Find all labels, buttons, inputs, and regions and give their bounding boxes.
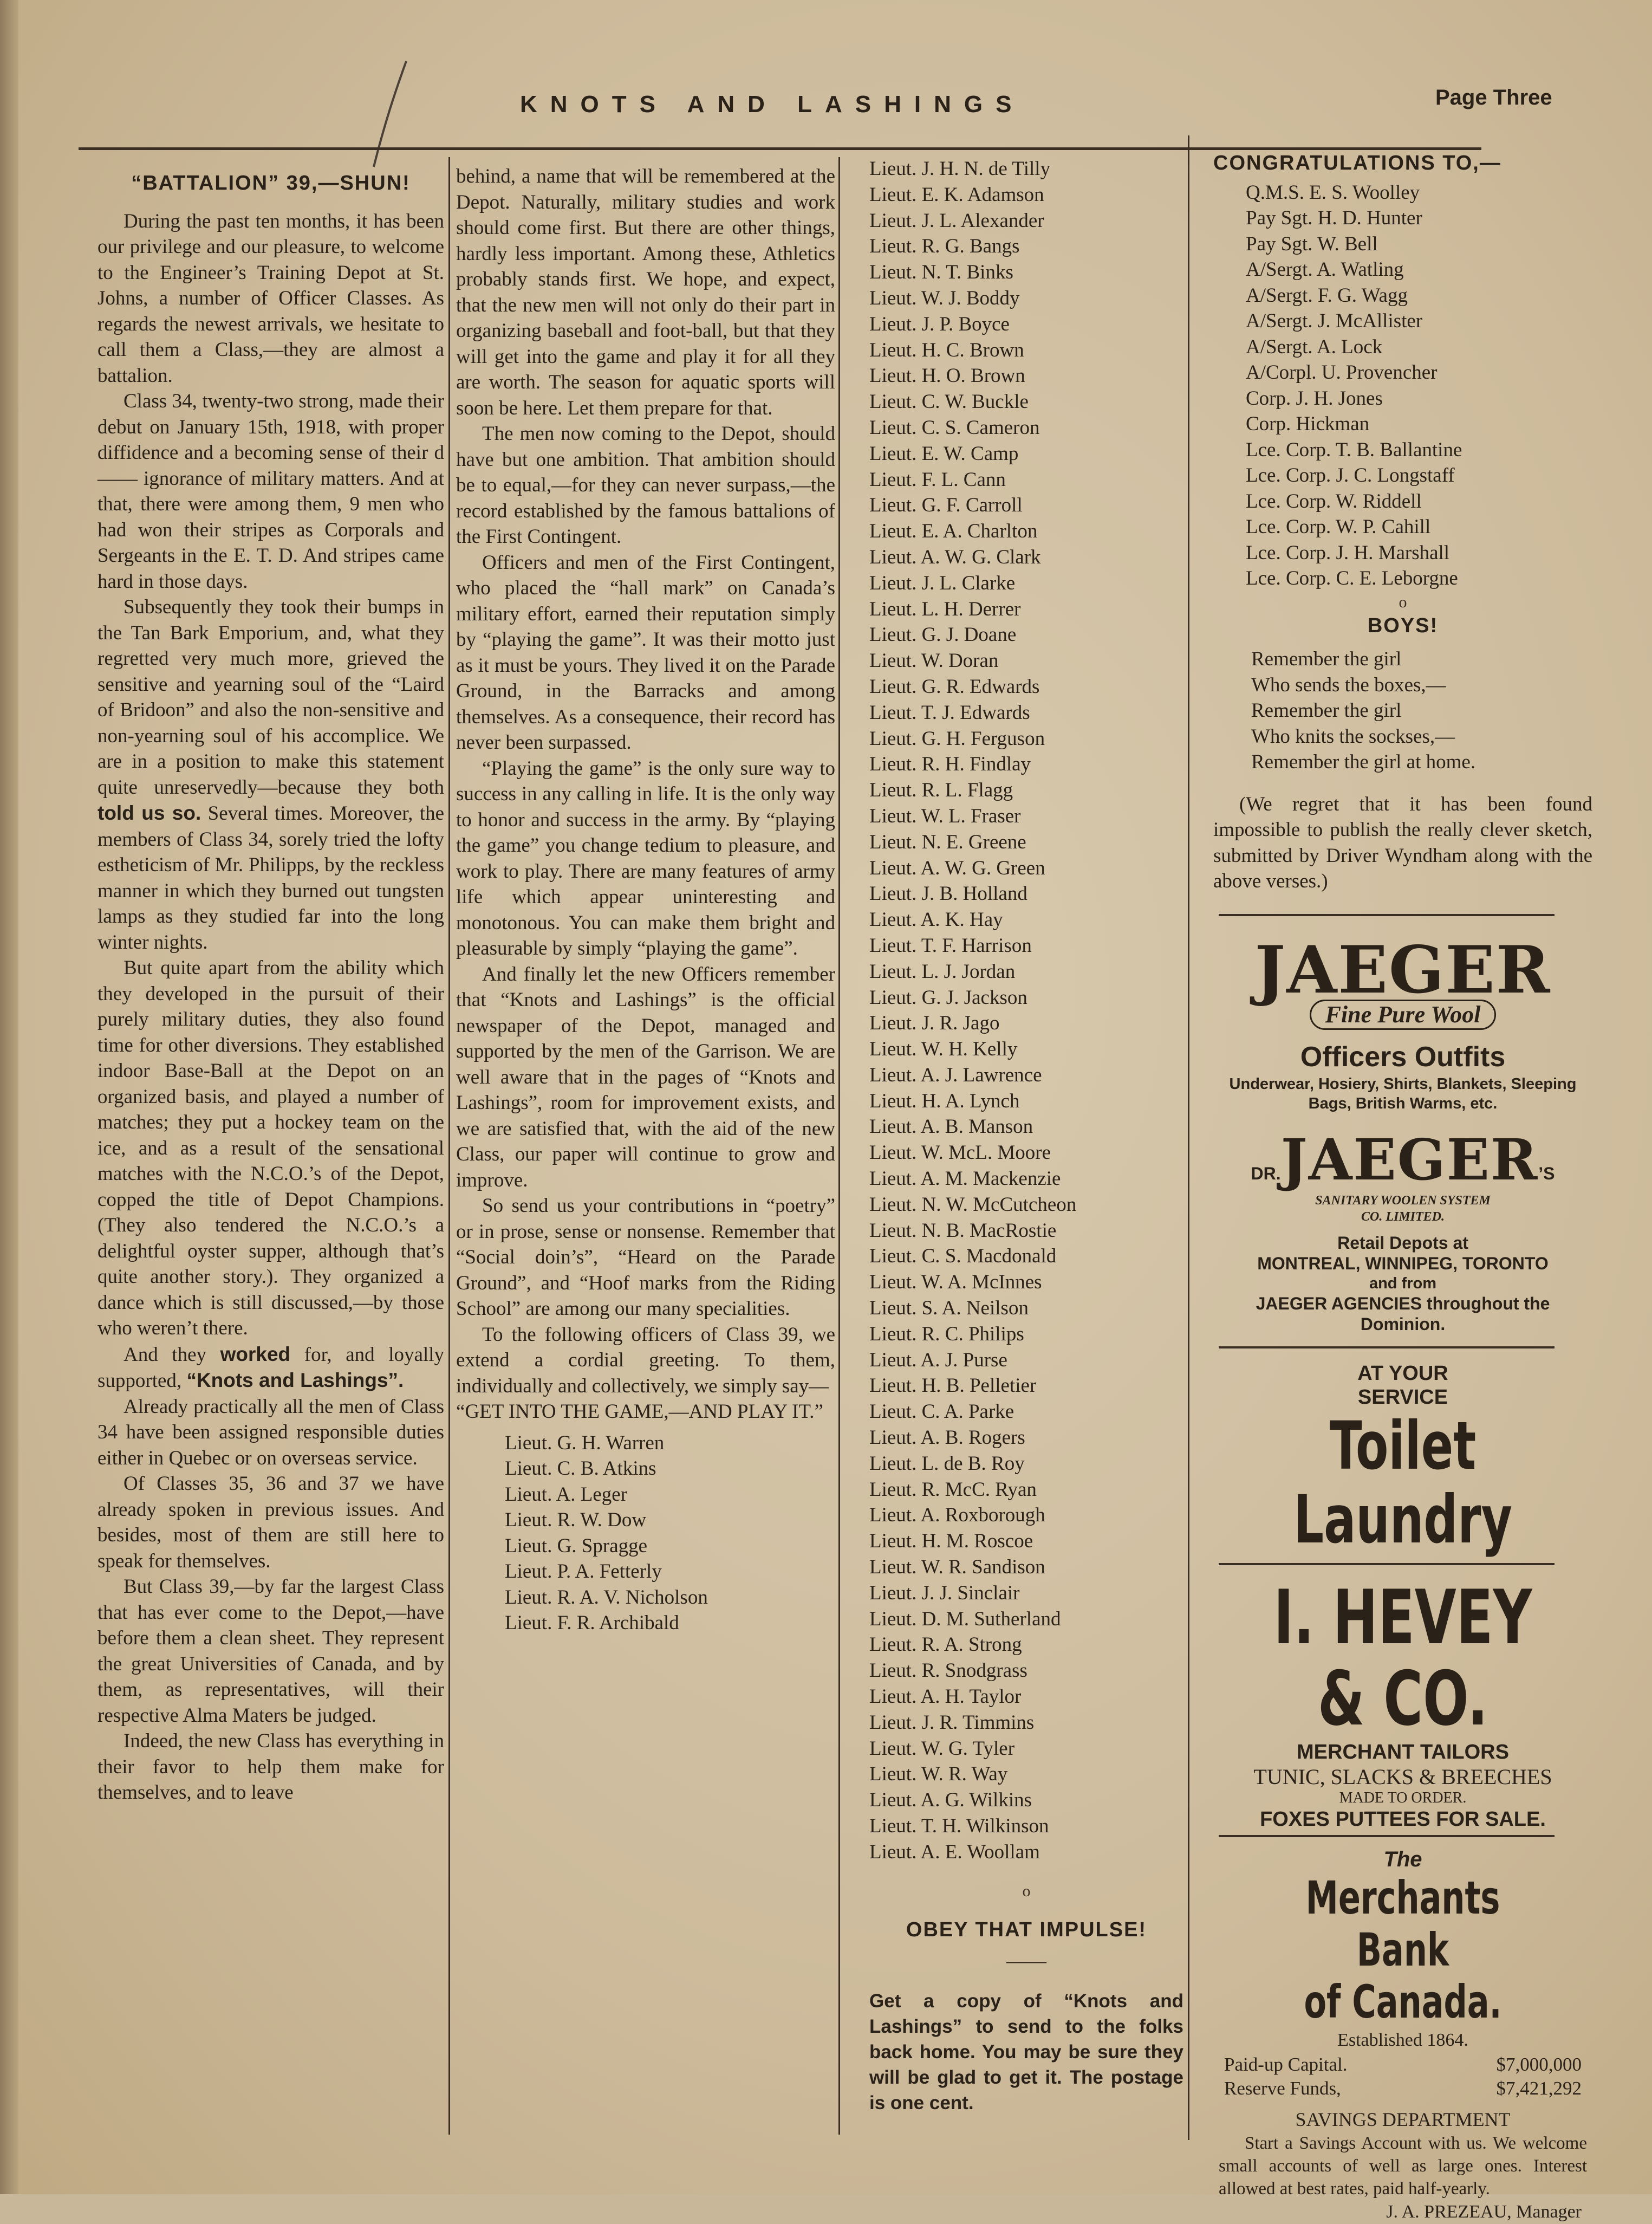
- article-paragraph: Already practically all the men of Class 34 have been assigned responsible duties either in Quebec or on overseas service.: [97, 1395, 444, 1469]
- poem-line: Remember the girl: [1251, 699, 1402, 722]
- article-paragraph: So send us your contributions in “poetry” or in prose, sense or nonsense. Remember that “Social doin’s”, “Heard on the Parade Ground”, and “Hoof marks from the Riding School” are among our many specialities.: [456, 1195, 835, 1320]
- bank-name: of Canada.: [1304, 1975, 1502, 2028]
- list-item: Lieut. R. W. Dow: [505, 1509, 647, 1531]
- header-rule: [79, 147, 1481, 150]
- list-item: Lieut. L. H. Derrer: [869, 598, 1021, 620]
- masthead-title: KNOTS AND LASHINGS: [520, 91, 1025, 118]
- jaeger-and-from: and from: [1369, 1274, 1437, 1292]
- list-item: Lieut. C. S. Macdonald: [869, 1245, 1057, 1268]
- list-item: Lieut. R. G. Bangs: [869, 235, 1020, 258]
- list-item: Pay Sgt. H. D. Hunter: [1246, 207, 1422, 229]
- list-item: Lieut. A. M. Mackenzie: [869, 1168, 1061, 1190]
- impulse-text: Get a copy of “Knots and Lashings” to send to the folks back home. You may be sure they will be glad to get it. The postage is one cent.: [869, 1990, 1183, 2113]
- dr-jaeger-logo: DR.JAEGER’S: [1251, 1126, 1555, 1193]
- bank-reserve-row: Reserve Funds, $7,421,292: [1224, 2077, 1582, 2099]
- bank-the: The: [1383, 1847, 1422, 1871]
- hevey-line: MADE TO ORDER.: [1339, 1789, 1467, 1806]
- jaeger-depots: Retail Depots at: [1337, 1233, 1468, 1253]
- list-item: Lieut. C. A. Parke: [869, 1400, 1014, 1423]
- list-item: Lce. Corp. W. Riddell: [1246, 490, 1422, 513]
- article-paragraph: Class 34, twenty-two strong, made their debut on January 15th, 1918, with proper diffidence and a becoming sense of their d—— ignorance of military matters. And at that, there were among them, 9 men who had won their stripes as Corporals and Sergeants in the E. T. D. And stripes came hard in those days.: [97, 390, 444, 593]
- article-paragraph: To the following officers of Class 39, we extend a cordial greeting. To them, individually and collectively, we simply say—: [456, 1323, 835, 1397]
- list-item: Lieut. P. A. Fetterly: [505, 1560, 662, 1583]
- list-item: Lieut. R. McC. Ryan: [869, 1478, 1037, 1501]
- list-item: Lieut. A. B. Rogers: [869, 1427, 1025, 1449]
- list-item: Lieut. J. J. Sinclair: [869, 1581, 1020, 1604]
- list-item: Lieut. R. L. Flagg: [869, 779, 1013, 802]
- boys-title: BOYS!: [1367, 614, 1439, 637]
- laundry-line: AT YOUR: [1357, 1361, 1448, 1385]
- column-rule-2: [838, 157, 840, 2135]
- list-item: Lieut. W. Doran: [869, 650, 999, 672]
- list-item: Lieut. A. W. G. Green: [869, 857, 1045, 879]
- list-item: Lieut. E. K. Adamson: [869, 183, 1044, 206]
- pencil-mark: [347, 59, 412, 183]
- list-item: Lieut. N. T. Binks: [869, 261, 1013, 284]
- list-item: Lieut. R. Snodgrass: [869, 1659, 1027, 1682]
- list-item: Lieut. A. B. Manson: [869, 1116, 1033, 1138]
- boys-note: (We regret that it has been found impossible to publish the really clever sketch, submitted by Driver Wyndham along with the above verses.): [1213, 793, 1592, 892]
- list-item: Lieut. H. B. Pelletier: [869, 1374, 1037, 1397]
- list-item: Lieut. G. Spragge: [505, 1534, 648, 1557]
- article-paragraph: During the past ten months, it has been our privilege and our pleasure, to welcome to the Engineer’s Training Depot at St. Johns, a number of Officer Classes. As regards the newest arrivals, we hesitate to call them a Class,—they are almost a battalion.: [97, 210, 444, 387]
- jaeger-heading: Officers Outfits: [1300, 1041, 1506, 1073]
- article-column-2: [456, 164, 835, 1636]
- list-item: Lieut. A. J. Lawrence: [869, 1064, 1042, 1086]
- impulse-title: OBEY THAT IMPULSE!: [906, 1918, 1147, 1941]
- bank-capital-row: Paid-up Capital. $7,000,000: [1224, 2053, 1582, 2075]
- list-item: Corp. Hickman: [1246, 413, 1370, 435]
- list-item: Lieut. G. J. Jackson: [869, 986, 1027, 1009]
- list-item: Corp. J. H. Jones: [1246, 387, 1383, 410]
- article-paragraph: “Playing the game” is the only sure way to success in any calling in life. It is the only way to honor and success in the army. By “playing the game” you change tedium to pleasure, and work to play. There are many features of army life which appear uninteresting and monotonous. You can make them bright and pleasurable by simply “playing the game”.: [456, 757, 835, 959]
- list-item: Lieut. G. J. Doane: [869, 624, 1017, 646]
- article-paragraph: But Class 39,—by far the largest Class that has ever come to the Depot,—have before them a clean sheet. They represent the great Universities of Canada, and by them, as representatives, will their respective Alma Maters be judged.: [97, 1575, 444, 1727]
- list-item: Lieut. R. C. Philips: [869, 1322, 1024, 1345]
- list-item: Lieut. A. Leger: [505, 1483, 628, 1506]
- short-rule: ——: [1006, 1950, 1046, 1973]
- hevey-line: FOXES PUTTEES FOR SALE.: [1260, 1807, 1546, 1831]
- poem-line: Who knits the sockses,—: [1251, 725, 1455, 748]
- list-item: Lieut. H. A. Lynch: [869, 1090, 1020, 1112]
- list-item: Lieut. T. J. Edwards: [869, 701, 1030, 724]
- list-item: Lieut. H. M. Roscoe: [869, 1530, 1033, 1553]
- list-item: Lieut. A. E. Woollam: [869, 1840, 1040, 1863]
- list-item: Lieut. J. L. Alexander: [869, 209, 1044, 232]
- congrats-list: [1213, 180, 1592, 592]
- page-number: Page Three: [1435, 86, 1552, 109]
- boys-poem: [1213, 646, 1592, 775]
- bank-established: Established 1864.: [1337, 2030, 1468, 2050]
- list-item: Lce. Corp. J. C. Longstaff: [1246, 464, 1455, 487]
- list-item: Lieut. J. B. Holland: [869, 883, 1027, 905]
- jaeger-agencies: JAEGER AGENCIES throughout the Dominion.: [1256, 1293, 1550, 1334]
- ad-rule: [1219, 1346, 1555, 1348]
- list-item: A/Corpl. U. Provencher: [1246, 361, 1438, 384]
- article-column-1: [97, 171, 444, 1806]
- jaeger-cities: MONTREAL, WINNIPEG, TORONTO: [1257, 1253, 1549, 1273]
- officer-list: [456, 1430, 835, 1636]
- officer-list-column: [869, 156, 1183, 2116]
- article-paragraph: The men now coming to the Depot, should have but one ambition. That ambition should be to equal,—for they can never surpass,—the record established by the famous battalions of the First Contingent.: [456, 423, 835, 548]
- article-paragraph: Subsequently they took their bumps in the Tan Bark Emporium, and, what they regretted very much more, grieved the sensitive and yearning soul of the “Laird of Bridoon” and also the non-sensitive and non-yearning soul of his accomplice. We are in a position to make this statement quite unreservedly—because they both told us so. Several times. Moreover, the members of Class 34, sorely tried the lofty estheticism of Mr. Philipps, by the reckless manner in which they burned out tungsten lamps as they studied far into the long winter nights.: [97, 596, 445, 954]
- list-item: Lieut. N. W. McCutcheon: [869, 1193, 1077, 1216]
- list-item: Lieut. J. R. Timmins: [869, 1711, 1035, 1734]
- ad-rule: [1219, 1563, 1555, 1565]
- officer-list: [869, 156, 1183, 1865]
- jaeger-system: SANITARY WOOLEN SYSTEM: [1315, 1193, 1491, 1208]
- laundry-ad: [1213, 1361, 1592, 1557]
- list-item: Lieut. G. R. Edwards: [869, 675, 1040, 698]
- list-item: Lieut. C. B. Atkins: [505, 1457, 656, 1480]
- slogan: “GET INTO THE GAME,—AND PLAY IT.”: [456, 1400, 823, 1423]
- list-item: A/Sergt. J. McAllister: [1246, 310, 1423, 332]
- column-rule-1: [448, 157, 450, 2135]
- ad-rule: [1219, 1835, 1555, 1837]
- list-item: Lieut. W. R. Sandison: [869, 1556, 1045, 1579]
- list-item: Lce. Corp. C. E. Leborgne: [1246, 567, 1458, 589]
- list-item: Lieut. C. W. Buckle: [869, 391, 1029, 413]
- list-item: Lieut. J. L. Clarke: [869, 572, 1016, 594]
- bank-manager: J. A. PREZEAU, Manager: [1386, 2201, 1582, 2222]
- list-item: Lieut. J. P. Boyce: [869, 313, 1010, 335]
- list-item: A/Sergt. F. G. Wagg: [1246, 284, 1408, 307]
- poem-line: Remember the girl: [1251, 648, 1402, 670]
- list-item: Lieut. A. W. G. Clark: [869, 546, 1041, 568]
- list-item: Lieut. G. H. Ferguson: [869, 727, 1045, 750]
- poem-line: Remember the girl at home.: [1251, 751, 1476, 773]
- list-item: Lieut. G. H. Warren: [505, 1431, 665, 1454]
- bank-text: Start a Savings Account with us. We welcome small accounts of well as large ones. Interest allowed at best rates, paid half-yearly.: [1219, 2133, 1587, 2199]
- list-item: Lieut. E. W. Camp: [869, 442, 1019, 465]
- column-rule-3: [1188, 135, 1189, 2140]
- bank-name: Merchants Bank: [1305, 1871, 1500, 1976]
- list-item: Lieut. E. A. Charlton: [869, 520, 1038, 543]
- bank-dept: SAVINGS DEPARTMENT: [1295, 2108, 1511, 2130]
- laundry-name: Toilet Laundry: [1293, 1407, 1512, 1558]
- bank-figures: [1213, 2053, 1592, 2100]
- bank-ad: [1213, 1847, 1592, 2053]
- list-item: Lieut. N. B. MacRostie: [869, 1219, 1057, 1242]
- article-paragraph: And finally let the new Officers remember that “Knots and Lashings” is the official newspaper of the Depot, managed and supported by the men of the Garrison. We are well aware that in the pages of “Knots and Lashings”, room for improvement exists, and we are satisfied that, with the aid of the new Class, our paper will continue to grow and improve.: [456, 963, 835, 1191]
- separator: o: [1022, 1882, 1031, 1900]
- article-paragraph: Indeed, the new Class has everything in their favor to help them make for themselves, and to leave: [97, 1730, 444, 1804]
- article-paragraph: behind, a name that will be remembered at the Depot. Naturally, military studies and work should come first. But there are other things, hardly less important. Among these, Athletics probably stands first. We hope, and expect, that the new men will not only do their part in organizing baseball and foot-ball, but that they will get into the game and play it for all they are worth. The season for aquatic sports will soon be here. Let them prepare for that.: [456, 165, 835, 419]
- list-item: Lieut. H. C. Brown: [869, 339, 1024, 361]
- list-item: Lieut. D. M. Sutherland: [869, 1607, 1061, 1630]
- hevey-line: TUNIC, SLACKS & BREECHES: [1253, 1764, 1552, 1789]
- page-spine-shadow: [0, 0, 18, 2194]
- list-item: Lieut. S. A. Neilson: [869, 1297, 1029, 1320]
- ad-rule: [1219, 914, 1555, 916]
- jaeger-co: CO. LIMITED.: [1361, 1209, 1445, 1224]
- list-item: Lieut. W. R. Way: [869, 1763, 1008, 1786]
- list-item: Lieut. A. Roxborough: [869, 1504, 1045, 1527]
- list-item: Lieut. R. H. Findlay: [869, 753, 1031, 776]
- congrats-title: CONGRATULATIONS TO,—: [1213, 152, 1501, 174]
- list-item: Lieut. A. G. Wilkins: [869, 1789, 1032, 1812]
- list-item: Q.M.S. E. S. Woolley: [1246, 181, 1420, 204]
- hevey-line: MERCHANT TAILORS: [1297, 1740, 1509, 1763]
- hevey-ad: [1213, 1573, 1592, 1832]
- list-item: Lieut. T. F. Harrison: [869, 934, 1032, 957]
- jaeger-items: Underwear, Hosiery, Shirts, Blankets, Sleeping Bags, British Warms, etc.: [1229, 1075, 1577, 1112]
- list-item: Lieut. W. McL. Moore: [869, 1142, 1051, 1164]
- laundry-line: SERVICE: [1357, 1385, 1448, 1409]
- jaeger-ad: [1213, 931, 1592, 1334]
- list-item: A/Sergt. A. Lock: [1246, 335, 1383, 358]
- list-item: Lieut. W. H. Kelly: [869, 1038, 1018, 1061]
- list-item: Lieut. A. H. Taylor: [869, 1685, 1022, 1708]
- list-item: Lieut. R. A. Strong: [869, 1633, 1022, 1656]
- list-item: Lce. Corp. J. H. Marshall: [1246, 541, 1450, 564]
- article-paragraph: But quite apart from the ability which they developed in the pursuit of their purely military duties, they also found time for other diversions. They established indoor Base-Ball at the Depot on an organized basis, and played a number of matches; they put a hockey team on the ice, and as a result of the sensational matches with the N.C.O.’s of the Depot, copped the title of Depot Champions. (They also tendered the N.C.O.’s a delightful oyster supper, although that’s quite another story.). They organized a dance which is still discussed,—by those who weren’t there.: [97, 957, 444, 1339]
- right-column: [1213, 151, 1592, 2224]
- article-paragraph: And they worked for, and loyally supported, “Knots and Lashings”.: [97, 1343, 445, 1392]
- list-item: A/Sergt. A. Watling: [1246, 258, 1404, 281]
- list-item: Lieut. R. A. V. Nicholson: [505, 1586, 708, 1609]
- list-item: Lieut. A. J. Purse: [869, 1348, 1007, 1371]
- article-paragraph: Officers and men of the First Contingent, who placed the “hall mark” on Canada’s military effort, earned their reputation simply by “playing the game”. It was their motto just as it must be yours. They lived it on the Parade Ground, in the Barracks and among themselves. As a consequence, their record has never been surpassed.: [456, 551, 835, 754]
- article-title: “BATTALION” 39,—SHUN!: [131, 172, 411, 194]
- list-item: Lieut. J. H. N. de Tilly: [869, 158, 1051, 180]
- list-item: Lieut. W. G. Tyler: [869, 1737, 1015, 1760]
- list-item: Lce. Corp. T. B. Ballantine: [1246, 438, 1462, 461]
- list-item: Lieut. W. L. Fraser: [869, 805, 1021, 827]
- jaeger-tagline: Fine Pure Wool: [1310, 1000, 1497, 1030]
- jaeger-logo: JAEGER: [1254, 931, 1551, 1008]
- list-item: Lieut. G. F. Carroll: [869, 494, 1023, 517]
- separator: o: [1399, 593, 1407, 611]
- list-item: Lieut. C. S. Cameron: [869, 416, 1040, 439]
- list-item: Lieut. H. O. Brown: [869, 365, 1025, 387]
- list-item: Lieut. W. A. McInnes: [869, 1271, 1042, 1294]
- list-item: Lieut. A. K. Hay: [869, 909, 1003, 931]
- list-item: Lieut. T. H. Wilkinson: [869, 1815, 1049, 1837]
- list-item: Lieut. L. de B. Roy: [869, 1452, 1025, 1475]
- list-item: Lce. Corp. W. P. Cahill: [1246, 516, 1431, 538]
- list-item: Lieut. L. J. Jordan: [869, 960, 1016, 983]
- list-item: Lieut. J. R. Jago: [869, 1012, 1000, 1035]
- list-item: Lieut. W. J. Boddy: [869, 287, 1020, 309]
- article-paragraph: Of Classes 35, 36 and 37 we have already spoken in previous issues. And besides, most of them are still here to speak for themselves.: [97, 1473, 444, 1572]
- list-item: Lieut. F. L. Cann: [869, 468, 1006, 491]
- list-item: Lieut. F. R. Archibald: [505, 1612, 679, 1634]
- list-item: Pay Sgt. W. Bell: [1246, 232, 1378, 255]
- poem-line: Who sends the boxes,—: [1251, 673, 1446, 696]
- hevey-name: I. HEVEY & CO.: [1273, 1573, 1532, 1742]
- list-item: Lieut. N. E. Greene: [869, 831, 1026, 853]
